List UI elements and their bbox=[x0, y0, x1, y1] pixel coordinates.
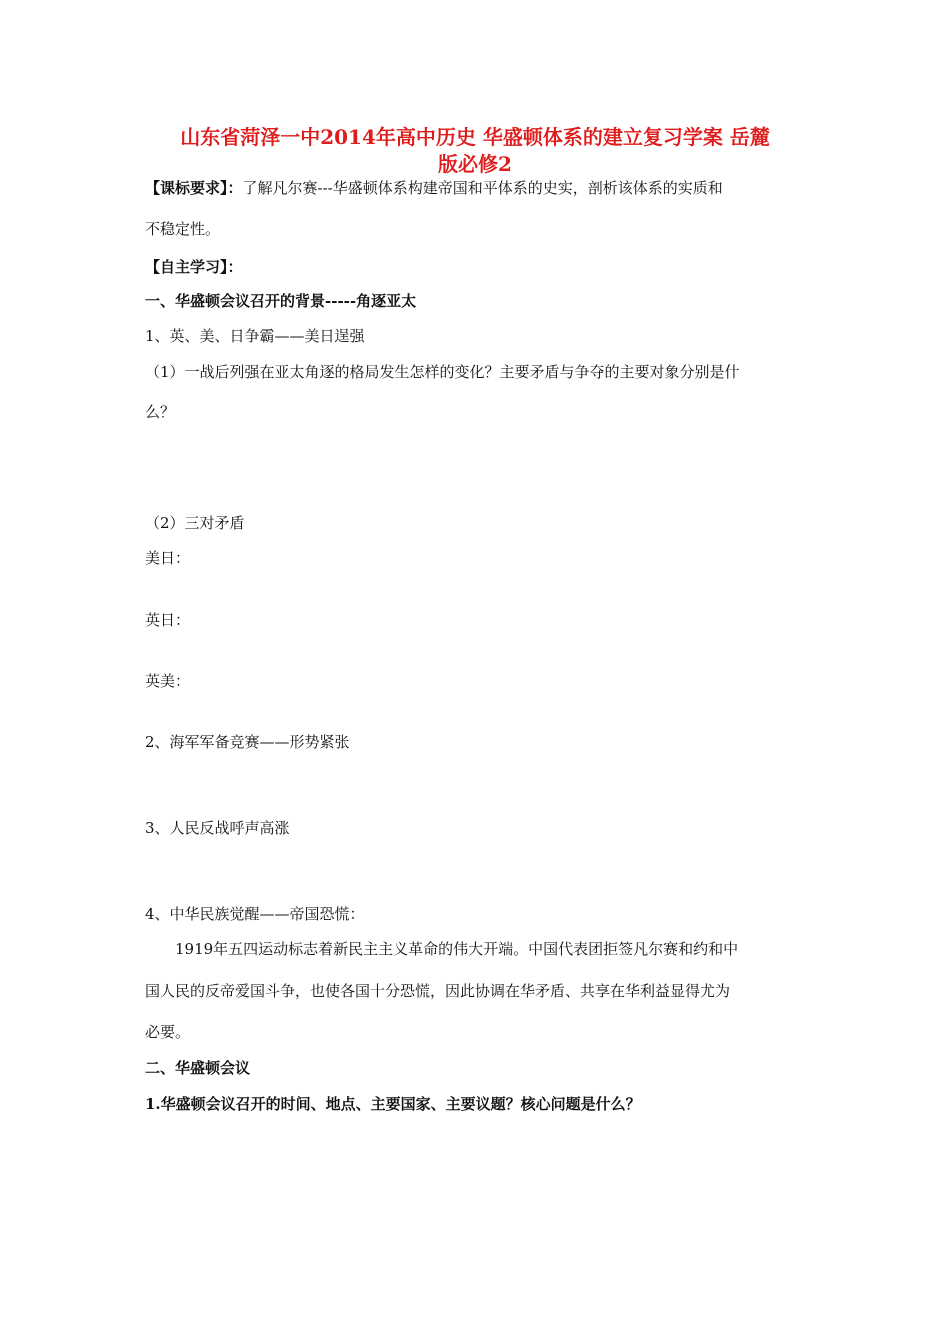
item-1: 1、英、美、日争霸——美日逞强 bbox=[145, 327, 365, 345]
self-study-label: 【自主学习】： bbox=[145, 258, 243, 276]
document-title-line-2: 版必修2 bbox=[438, 152, 512, 176]
uk-us-label: 英美： bbox=[145, 672, 191, 690]
section-2-question-1: 1.华盛顿会议召开的时间、地点、主要国家、主要议题？核心问题是什么？ bbox=[145, 1095, 641, 1113]
item-3: 3、人民反战呼声高涨 bbox=[145, 819, 290, 837]
section-1-heading: 一、华盛顿会议召开的背景-----角逐亚太 bbox=[145, 292, 417, 310]
paragraph-line-1: 1919年五四运动标志着新民主主义革命的伟大开端。中国代表团拒签凡尔赛和约和中 bbox=[175, 940, 739, 958]
paragraph-line-2: 国人民的反帝爱国斗争，也使各国十分恐慌，因此协调在华矛盾、共享在华利益显得尤为 bbox=[145, 982, 731, 1000]
question-1-line-1: （1）一战后列强在亚太角逐的格局发生怎样的变化？主要矛盾与争夺的主要对象分别是什 bbox=[145, 363, 740, 381]
curriculum-requirement bbox=[145, 178, 723, 198]
section-2-heading: 二、华盛顿会议 bbox=[145, 1059, 251, 1077]
item-4: 4、中华民族觉醒——帝国恐慌： bbox=[145, 905, 365, 923]
curriculum-requirement-label: 【课标要求】： bbox=[145, 179, 243, 197]
us-japan-label: 美日： bbox=[145, 549, 191, 567]
curriculum-requirement-text: 了解凡尔赛---华盛顿体系构建帝国和平体系的史实，剖析该体系的实质和 bbox=[242, 179, 723, 197]
item-2: 2、海军军备竞赛——形势紧张 bbox=[145, 733, 350, 751]
uk-japan-label: 英日： bbox=[145, 611, 191, 629]
paragraph-line-3: 必要。 bbox=[145, 1023, 191, 1041]
curriculum-requirement-continued: 不稳定性。 bbox=[145, 220, 221, 238]
document-title-line-1: 山东省菏泽一中2014年高中历史 华盛顿体系的建立复习学案 岳麓 bbox=[180, 125, 770, 149]
question-2: （2）三对矛盾 bbox=[145, 514, 245, 532]
question-1-line-2: 么？ bbox=[145, 403, 176, 421]
